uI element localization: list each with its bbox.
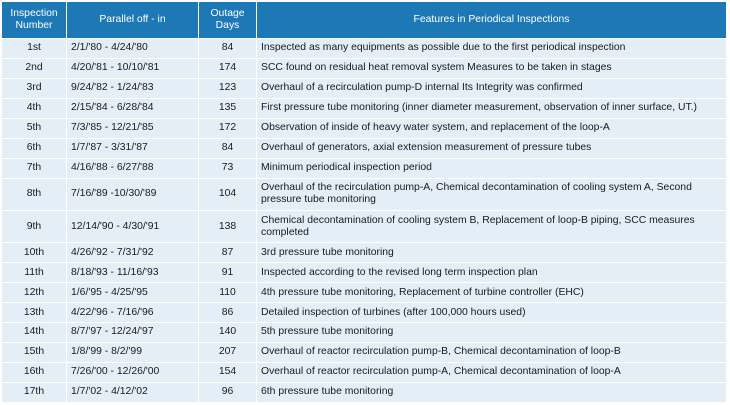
table-row bbox=[2, 382, 727, 402]
parallel-period-cell: 1/7/'02 - 4/12/'02 bbox=[67, 382, 199, 402]
inspection-number-cell: 10th bbox=[2, 243, 67, 263]
outage-days-cell: 123 bbox=[199, 78, 257, 98]
table-row bbox=[2, 323, 727, 343]
outage-days-cell: 104 bbox=[199, 178, 257, 210]
parallel-period-cell: 8/18/'93 - 11/16/'93 bbox=[67, 263, 199, 283]
features-cell: Overhaul of generators, axial extension measurement of pressure tubes bbox=[257, 138, 727, 158]
inspection-number-cell: 14th bbox=[2, 323, 67, 343]
parallel-period-cell: 12/14/'90 - 4/30/'91 bbox=[67, 210, 199, 242]
features-cell: Chemical decontamination of cooling system B, Replacement of loop-B piping, SCC measures completed bbox=[257, 210, 727, 242]
table-row bbox=[2, 210, 727, 242]
inspection-number-cell: 9th bbox=[2, 210, 67, 242]
features-cell: Inspected according to the revised long term inspection plan bbox=[257, 263, 727, 283]
features-cell: 3rd pressure tube monitoring bbox=[257, 243, 727, 263]
features-cell: Minimum periodical inspection period bbox=[257, 158, 727, 178]
table-row bbox=[2, 362, 727, 382]
outage-days-cell: 84 bbox=[199, 39, 257, 59]
inspection-number-cell: 7th bbox=[2, 158, 67, 178]
outage-days-cell: 87 bbox=[199, 243, 257, 263]
features-cell: Observation of inside of heavy water system, and replacement of the loop-A bbox=[257, 118, 727, 138]
inspection-number-cell: 6th bbox=[2, 138, 67, 158]
features-cell: Overhaul of a recirculation pump-D internal Its Integrity was confirmed bbox=[257, 78, 727, 98]
outage-days-cell: 135 bbox=[199, 98, 257, 118]
inspection-number-cell: 1st bbox=[2, 39, 67, 59]
outage-days-cell: 84 bbox=[199, 138, 257, 158]
parallel-period-cell: 2/1/'80 - 4/24/'80 bbox=[67, 39, 199, 59]
parallel-period-cell: 1/8/'99 - 8/2/'99 bbox=[67, 342, 199, 362]
inspection-number-cell: 8th bbox=[2, 178, 67, 210]
inspection-number-cell: 3rd bbox=[2, 78, 67, 98]
outage-days-cell: 154 bbox=[199, 362, 257, 382]
inspection-number-cell: 16th bbox=[2, 362, 67, 382]
header-outage-days: Outage Days bbox=[199, 2, 257, 39]
table-row bbox=[2, 263, 727, 283]
features-cell: First pressure tube monitoring (inner diameter measurement, observation of inner surface, UT.) bbox=[257, 98, 727, 118]
header-inspection-number: Inspection Number bbox=[2, 2, 67, 39]
outage-days-cell: 207 bbox=[199, 342, 257, 362]
outage-days-cell: 138 bbox=[199, 210, 257, 242]
table-row bbox=[2, 283, 727, 303]
features-cell: Detailed inspection of turbines (after 100,000 hours used) bbox=[257, 303, 727, 323]
features-cell: Overhaul of reactor recirculation pump-B, Chemical decontamination of loop-B bbox=[257, 342, 727, 362]
table-row bbox=[2, 178, 727, 210]
inspection-number-cell: 12th bbox=[2, 283, 67, 303]
parallel-period-cell: 4/16/'88 - 6/27/'88 bbox=[67, 158, 199, 178]
table-body bbox=[2, 39, 727, 403]
table-row bbox=[2, 158, 727, 178]
periodical-inspection-table bbox=[1, 1, 727, 403]
parallel-period-cell: 2/15/'84 - 6/28/'84 bbox=[67, 98, 199, 118]
outage-days-cell: 174 bbox=[199, 58, 257, 78]
parallel-period-cell: 4/26/'92 - 7/31/'92 bbox=[67, 243, 199, 263]
inspection-number-cell: 5th bbox=[2, 118, 67, 138]
table-row bbox=[2, 303, 727, 323]
features-cell: Overhaul of the recirculation pump-A, Chemical decontamination of cooling system A, Second pressure tube monitoring bbox=[257, 178, 727, 210]
inspection-number-cell: 13th bbox=[2, 303, 67, 323]
inspection-number-cell: 17th bbox=[2, 382, 67, 402]
parallel-period-cell: 1/7/'87 - 3/31/'87 bbox=[67, 138, 199, 158]
outage-days-cell: 73 bbox=[199, 158, 257, 178]
parallel-period-cell: 8/7/'97 - 12/24/'97 bbox=[67, 323, 199, 343]
parallel-period-cell: 1/6/'95 - 4/25/'95 bbox=[67, 283, 199, 303]
outage-days-cell: 140 bbox=[199, 323, 257, 343]
header-parallel-off-in: Parallel off - in bbox=[67, 2, 199, 39]
parallel-period-cell: 9/24/'82 - 1/24/'83 bbox=[67, 78, 199, 98]
parallel-period-cell: 4/20/'81 - 10/10/'81 bbox=[67, 58, 199, 78]
inspection-number-cell: 4th bbox=[2, 98, 67, 118]
table-row bbox=[2, 98, 727, 118]
features-cell: Inspected as many equipments as possible due to the first periodical inspection bbox=[257, 39, 727, 59]
inspection-number-cell: 2nd bbox=[2, 58, 67, 78]
inspection-number-cell: 15th bbox=[2, 342, 67, 362]
parallel-period-cell: 7/3/'85 - 12/21/'85 bbox=[67, 118, 199, 138]
features-cell: 5th pressure tube monitoring bbox=[257, 323, 727, 343]
inspection-number-cell: 11th bbox=[2, 263, 67, 283]
outage-days-cell: 96 bbox=[199, 382, 257, 402]
table-row bbox=[2, 39, 727, 59]
outage-days-cell: 110 bbox=[199, 283, 257, 303]
features-cell: 4th pressure tube monitoring, Replacement of turbine controller (EHC) bbox=[257, 283, 727, 303]
parallel-period-cell: 7/26/'00 - 12/26/'00 bbox=[67, 362, 199, 382]
outage-days-cell: 86 bbox=[199, 303, 257, 323]
header-features: Features in Periodical Inspections bbox=[257, 2, 727, 39]
table-row bbox=[2, 342, 727, 362]
table-row bbox=[2, 58, 727, 78]
table-row bbox=[2, 118, 727, 138]
parallel-period-cell: 4/22/'96 - 7/16/'96 bbox=[67, 303, 199, 323]
parallel-period-cell: 7/16/'89 -10/30/'89 bbox=[67, 178, 199, 210]
outage-days-cell: 172 bbox=[199, 118, 257, 138]
outage-days-cell: 91 bbox=[199, 263, 257, 283]
table-row bbox=[2, 138, 727, 158]
table-row bbox=[2, 243, 727, 263]
features-cell: 6th pressure tube monitoring bbox=[257, 382, 727, 402]
header-row bbox=[2, 2, 727, 39]
features-cell: Overhaul of reactor recirculation pump-A, Chemical decontamination of loop-A bbox=[257, 362, 727, 382]
table-row bbox=[2, 78, 727, 98]
features-cell: SCC found on residual heat removal system Measures to be taken in stages bbox=[257, 58, 727, 78]
